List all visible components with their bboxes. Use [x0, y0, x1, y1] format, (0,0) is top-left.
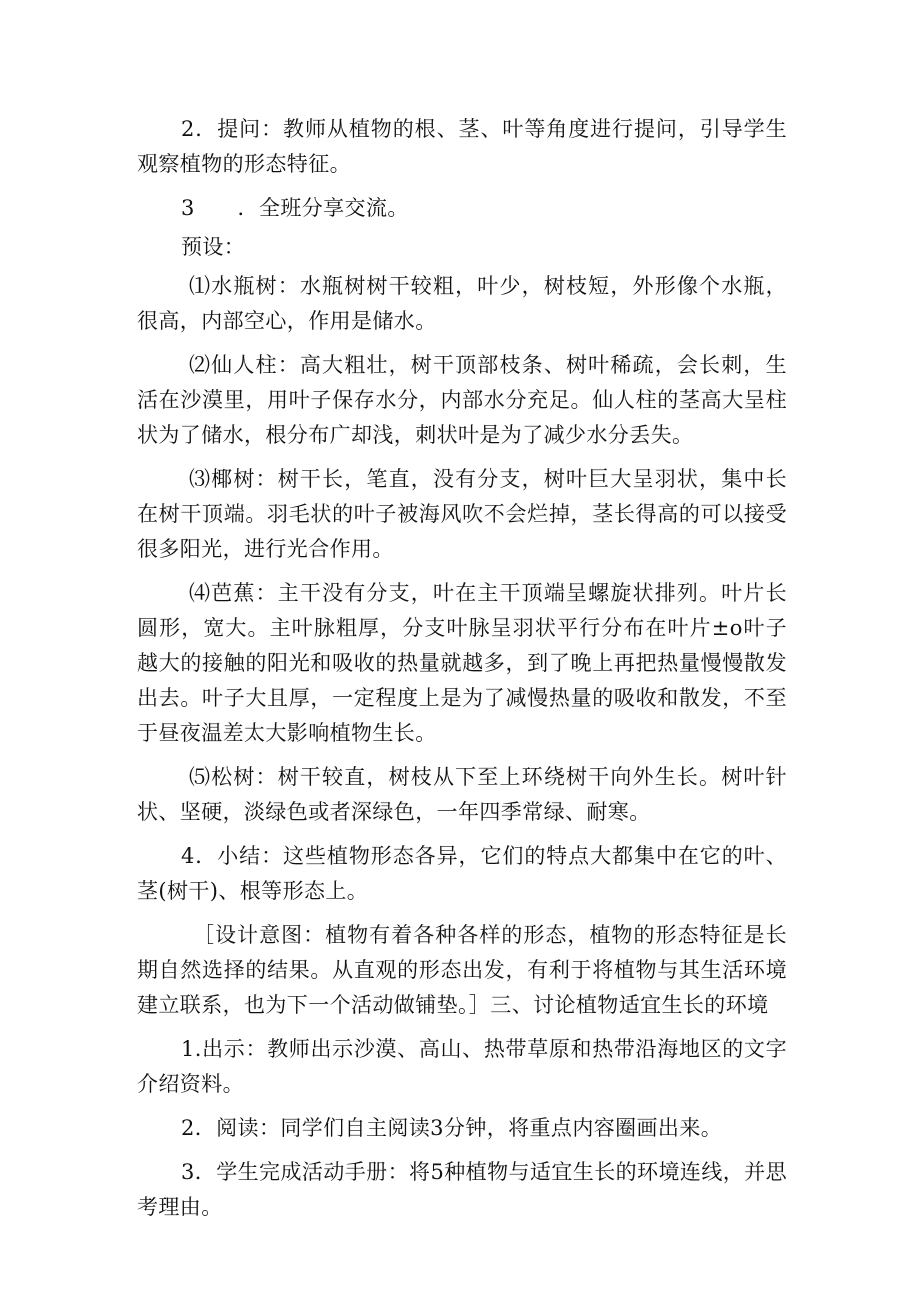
paragraph-activity-workbook: 3．学生完成活动手册：将5种植物与适宜生长的环境连线，并思考理由。 [137, 1160, 787, 1219]
paragraph-summary: 4．小结：这些植物形态各异，它们的特点大都集中在它的叶、茎(树干)、根等形态上。 [137, 844, 787, 903]
paragraph-bottle-tree: ⑴水瓶树：水瓶树树干较粗，叶少，树枝短，外形像个水瓶，很高，内部空心，作用是储水。 [137, 274, 787, 333]
document-page [137, 112, 787, 1234]
paragraph-banana: ⑷芭蕉：主干没有分支，叶在主干顶端呈螺旋状排列。叶片长圆形，宽大。主叶脉粗厚，分支叶脉呈羽状平行分布在叶片±o叶子越大的接触的阳光和吸收的热量就越多，到了晚上再把热量慢慢散发出去。叶子大且厚，一定程度上是为了减慢热量的吸收和散发，不至于昼夜温差太大影响植物生长。 [137, 581, 787, 745]
paragraph-reading: 2．阅读：同学们自主阅读3分钟，将重点内容圈画出来。 [181, 1116, 723, 1140]
paragraph-coconut-tree: ⑶椰树：树干长，笔直，没有分支，树叶巨大呈羽状，集中长在树干顶端。羽毛状的叶子被海风吹不会烂掉，茎长得高的可以接受很多阳光，进行光合作用。 [137, 467, 787, 561]
paragraph-class-share: 3 ．全班分享交流。 [181, 196, 409, 220]
paragraph-question: 2．提问：教师从植物的根、茎、叶等角度进行提问，引导学生观察植物的形态特征。 [137, 117, 787, 176]
paragraph-saguaro: ⑵仙人柱：高大粗壮，树干顶部枝条、树叶稀疏，会长刺，生活在沙漠里，用叶子保存水分，内部水分充足。仙人柱的茎高大呈柱状为了储水，根分布广却浅，刺状叶是为了减少水分丢失。 [137, 353, 787, 447]
paragraph-show-materials: 1.出示：教师出示沙漠、高山、热带草原和热带沿海地区的文字介绍资料。 [137, 1037, 787, 1096]
paragraph-pine-tree: ⑸松树：树干较直，树枝从下至上环绕树干向外生长。树叶针状、坚硬，淡绿色或者深绿色，一年四季常绿、耐寒。 [137, 765, 787, 824]
paragraph-design-intent: ［设计意图：植物有着各种各样的形态，植物的形态特征是长期自然选择的结果。从直观的形态出发，有利于将植物与其生活环境建立联系，也为下一个活动做铺垫。］三、讨论植物适宜生长的环境 [137, 923, 787, 1017]
paragraph-preset-label: 预设： [181, 235, 246, 259]
